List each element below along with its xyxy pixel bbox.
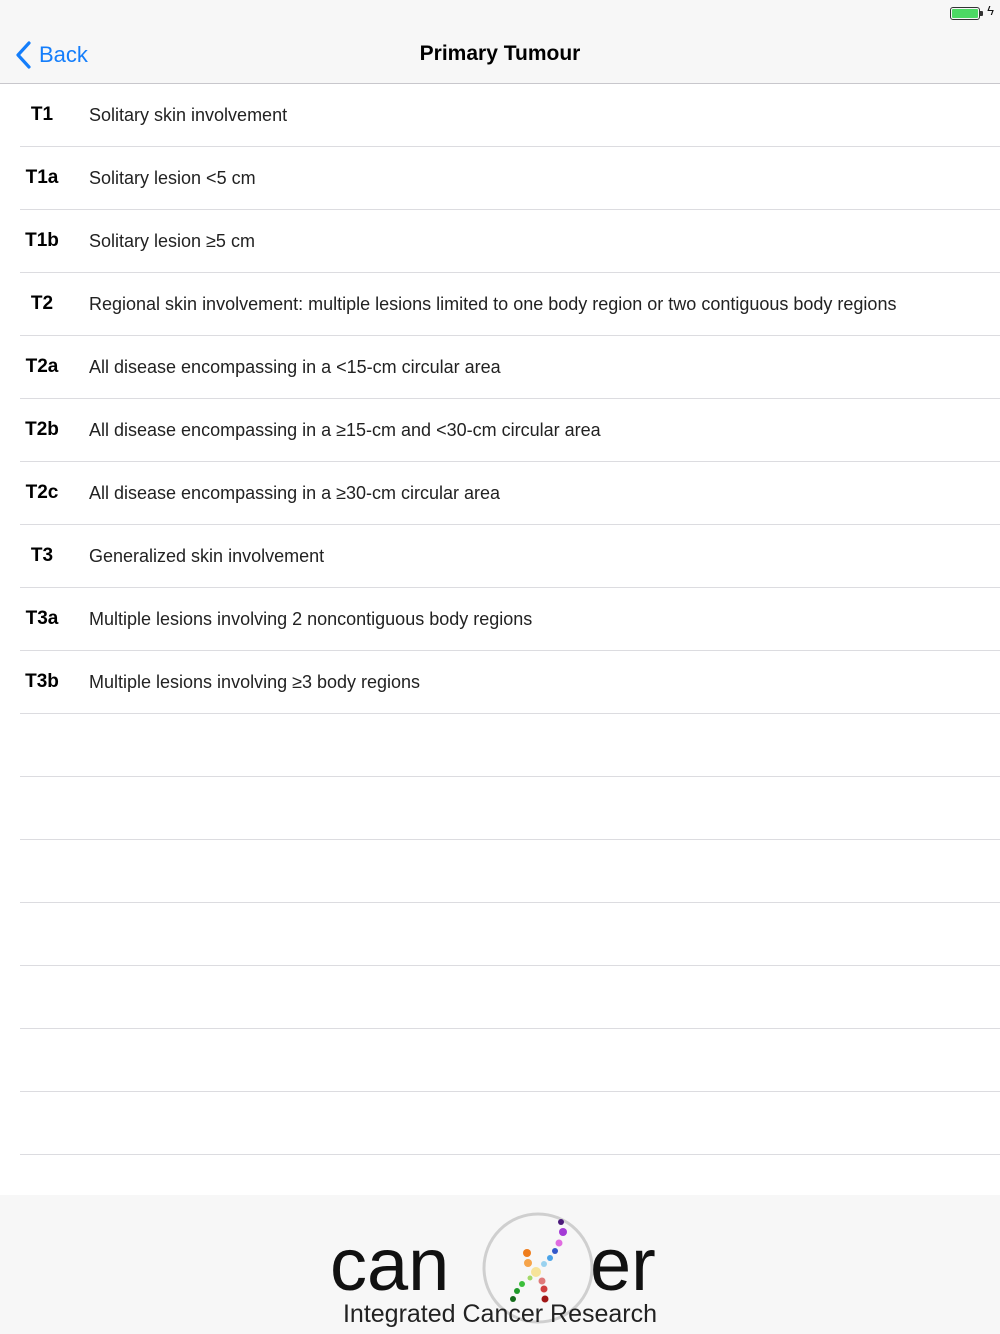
footer [0,1195,1000,1334]
stage-code: T2 [30,293,54,314]
list-item[interactable] [20,651,1000,714]
logo-tagline: Integrated Cancer Research [342,1300,658,1328]
stage-description: Solitary lesion <5 cm [89,167,256,188]
navigation-bar [0,26,1000,84]
empty-list-row [20,1092,1000,1155]
bolt-icon: ϟ [987,3,994,18]
stage-description: Multiple lesions involving 2 noncontiguous body regions [89,608,533,629]
tumour-stage-list [0,84,1000,1155]
canxer-logo [330,1200,670,1330]
empty-list-row [20,903,1000,966]
stage-code: T1 [30,104,54,125]
battery-icon [950,7,980,20]
stage-description: Regional skin involvement: multiple lesions limited to one body region or two contiguous body regions [89,293,897,314]
stage-description: Multiple lesions involving ≥3 body regions [89,671,421,692]
page-title: Primary Tumour [419,42,581,65]
list-item[interactable] [20,336,1000,399]
stage-code: T3 [30,545,54,566]
logo-dots-icon [510,1219,567,1303]
stage-code: T2b [25,419,59,440]
list-item[interactable] [20,147,1000,210]
stage-description: All disease encompassing in a <15-cm circular area [89,356,501,377]
empty-list-row [20,714,1000,777]
logo-word-left: can [330,1223,450,1306]
empty-list-row [20,1029,1000,1092]
empty-list-row [20,777,1000,840]
back-label: Back [39,42,88,67]
empty-list-row [20,966,1000,1029]
stage-code: T2a [25,356,59,377]
logo-word-right: er [590,1223,656,1306]
list-item[interactable] [20,84,1000,147]
list-item[interactable] [20,399,1000,462]
stage-description: Generalized skin involvement [89,545,325,566]
stage-code: T3b [25,671,59,692]
list-item[interactable] [20,525,1000,588]
list-item[interactable] [20,588,1000,651]
stage-description: All disease encompassing in a ≥15-cm and <30-cm circular area [89,419,601,440]
stage-code: T1b [25,230,59,251]
stage-description: Solitary skin involvement [89,104,288,125]
stage-code: T3a [25,608,59,629]
battery-level [952,9,978,18]
list-item[interactable] [20,210,1000,273]
stage-description: Solitary lesion ≥5 cm [89,230,255,251]
stage-code: T1a [25,167,59,188]
empty-list-row [20,840,1000,903]
stage-code: T2c [25,482,59,503]
status-bar [0,0,1000,26]
list-item[interactable] [20,462,1000,525]
list-item[interactable] [20,273,1000,336]
stage-description: All disease encompassing in a ≥30-cm circular area [89,482,501,503]
